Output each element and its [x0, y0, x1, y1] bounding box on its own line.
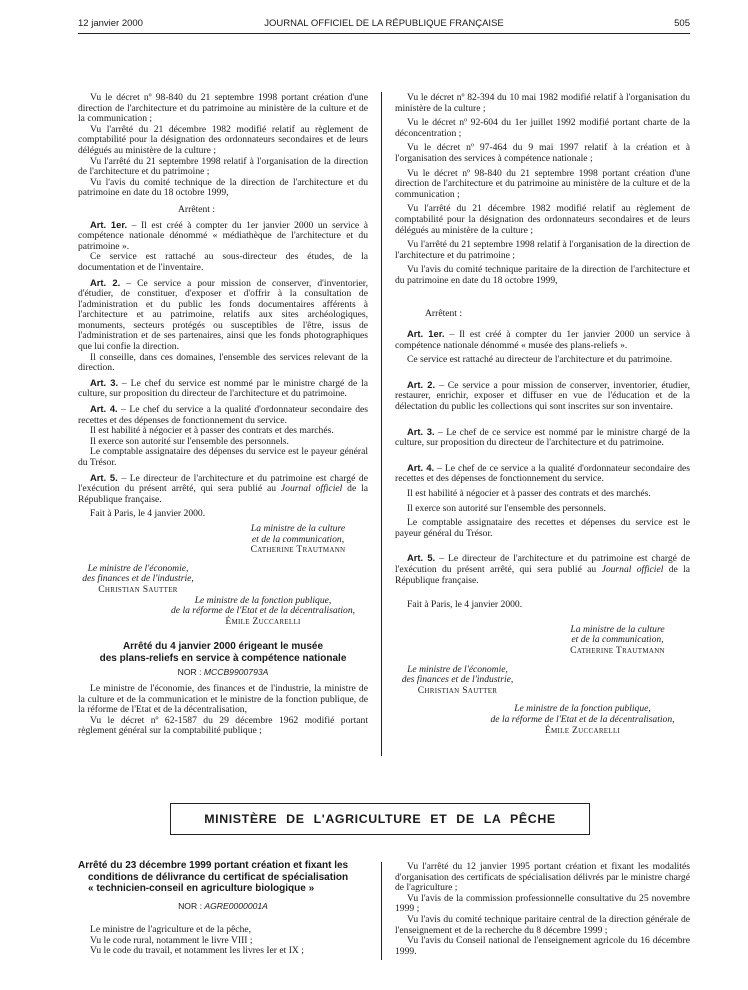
- bottom-left-column: [78, 860, 368, 957]
- article-label: Art. 5.: [407, 552, 436, 564]
- signature-fonction-publique: [475, 704, 690, 736]
- visa: Vu l'arrêté du 21 décembre 1982 modifié relatif au règlement de comptabilité pour la désignation des ordonnateurs secondaires et de leurs délégués au ministère de la culture ;: [395, 203, 690, 236]
- article-text: – Il est créé à compter du 1er janvier 2000 un service à compétence nationale dénommé « médiathèque de l'architecture et du patrimoine ».: [78, 219, 368, 252]
- article-paragraph: Il est habilité à négocier et à passer des contrats et des marchés.: [90, 425, 334, 437]
- left-column: [78, 93, 368, 737]
- article-1: [78, 220, 368, 253]
- article-3: [78, 378, 368, 400]
- article-1: [395, 329, 690, 351]
- journal-officiel-italic: Journal officiel: [601, 564, 664, 575]
- signature-name: Christian Sautter: [98, 583, 178, 595]
- article-text: – Le directeur de l'architecture et du patrimoine est chargé de l'exécution du présent arrêté, qui sera publié au: [395, 553, 690, 575]
- visa: Vu le décret nº 98-840 du 21 septembre 1998 portant création d'une direction de l'architecture et du patrimoine au ministère de la culture et de la communication ;: [78, 92, 368, 125]
- arrete-agriculture-title: [78, 860, 368, 895]
- article-paragraph: Il exerce son autorité sur l'ensemble des personnels.: [407, 502, 606, 514]
- visa: Vu le code rural, notamment le livre VIII ;: [90, 934, 253, 946]
- signature-name: Christian Sautter: [417, 684, 498, 696]
- visa: Vu le décret nº 82-394 du 10 mai 1982 modifié relatif à l'organisation du ministère de la culture ;: [395, 92, 690, 114]
- visa: Vu l'avis du comité technique paritaire de la direction de l'architecture et du patrimoine en date du 18 octobre 1999,: [395, 264, 690, 286]
- visa: Vu le décret nº 97-464 du 9 mai 1997 relatif à la création et à l'organisation des services à compétence nationale ;: [395, 142, 690, 164]
- signature-role: Le ministre de la fonction publique,: [194, 594, 332, 606]
- fait-a-paris: Fait à Paris, le 4 janvier 2000.: [407, 599, 523, 611]
- visa: Vu le code du travail, et notamment les livres Ier et IX ;: [90, 945, 304, 957]
- visa: Vu le décret nº 62-1587 du 29 décembre 1962 modifié portant règlement général sur la comptabilité publique ;: [78, 714, 368, 737]
- visa: Vu l'arrêté du 21 décembre 1982 modifié relatif au règlement de comptabilité pour la désignation des ordonnateurs secondaires et de leurs délégués au ministère de la culture ;: [78, 123, 368, 156]
- signature-name: Émile Zuccarelli: [544, 724, 621, 736]
- article-paragraph: Il exerce son autorité sur l'ensemble des personnels.: [90, 435, 289, 447]
- article-label: Art. 4.: [407, 461, 435, 473]
- header-date: 12 janvier 2000: [78, 18, 143, 29]
- article-paragraph: Le comptable assignataire des recettes et dépenses du service est le payeur général du Trésor.: [395, 517, 690, 539]
- signature-role: Le ministre de l'économie,: [407, 663, 508, 675]
- signature-role: La ministre de la culture: [570, 623, 665, 635]
- signature-role: Le ministre de la fonction publique,: [514, 703, 651, 715]
- journal-officiel-italic: Journal officiel: [280, 483, 343, 495]
- signature-role: La ministre de la culture: [250, 522, 346, 534]
- visa: Vu l'arrêté du 12 janvier 1995 portant création et fixant les modalités d'organisation des certificats de spécialisation délivrés par le ministre chargé de l'agriculture ;: [395, 861, 690, 894]
- visa: Vu l'avis du comité technique paritaire central de la direction générale de l'enseignement et de la recherche du 8 décembre 1999 ;: [395, 913, 690, 936]
- article-2: [395, 380, 690, 413]
- article-label: Art. 5.: [90, 471, 118, 483]
- signature-role: Le ministre de l'économie,: [87, 562, 189, 574]
- journal-title: JOURNAL OFFICIEL DE LA RÉPUBLIQUE FRANÇAISE: [264, 18, 504, 29]
- arrete-title-line: Arrêté du 4 janvier 2000 érigeant le musée: [122, 641, 324, 653]
- arrete-plans-reliefs-heading: [78, 641, 368, 678]
- preamble: Le ministre de l'agriculture et de la pêche,: [90, 924, 252, 936]
- arrete-title-line: des plans-reliefs en service à compétence nationale: [99, 652, 347, 664]
- article-label: Art. 3.: [90, 376, 119, 388]
- header-rule: [78, 33, 690, 34]
- article-4: [395, 463, 690, 485]
- right-column: [395, 93, 690, 736]
- article-label: Art. 3.: [407, 425, 435, 437]
- nor-code: AGRE0000001A: [204, 900, 268, 911]
- nor-reference: [78, 901, 368, 912]
- signature-economie: [78, 564, 198, 596]
- preamble: Le ministre de l'économie, des finances et de l'industrie, la ministre de la culture et de la communication et le ministre de la fonction publique, de la réforme de l'Etat et de la décentralisation,: [78, 682, 368, 716]
- article-text: – Le chef de ce service a la qualité d'ordonnateur secondaire des recettes et des dépenses de fonctionnement du service.: [395, 462, 690, 485]
- article-text: de la République française.: [78, 483, 368, 505]
- article-5: [395, 553, 690, 586]
- page-number: 505: [674, 18, 690, 29]
- nor-reference: [78, 667, 368, 678]
- article-paragraph: Il conseille, dans ces domaines, l'ensemble des services relevant de la direction.: [78, 351, 368, 374]
- article-paragraph: Ce service est rattaché au directeur de l'architecture et du patrimoine.: [407, 354, 673, 366]
- article-text: – Le chef du service est nommé par le ministre chargé de la culture, sur proposition du directeur de l'architecture et du patrimoine.: [78, 377, 368, 400]
- signature-role: de la réforme de l'Etat et de la décentralisation,: [170, 605, 356, 617]
- arrete-title-line: « technicien-conseil en agriculture biologique »: [88, 883, 315, 894]
- article-5: [78, 473, 368, 506]
- nor-label: NOR :: [178, 900, 205, 911]
- article-text: – Ce service a pour mission de conserver, d'inventorier, d'étudier, de constituer, d'exposer et d'offrir à la consultation de l'administration et du public les fonds documentaires afférents à l'architecture et au patrimoine, relatifs aux sites archéologiques, monuments, secteurs protégés ou susceptibles de l'être, issus de l'administration et de ses partenaires, ainsi que les fonds photographiques que lui confie la direction.: [78, 277, 369, 353]
- article-label: Art. 4.: [90, 403, 118, 415]
- article-label: Art. 2.: [90, 276, 121, 288]
- arretent-heading: Arrêtent :: [178, 203, 216, 215]
- signature-economie: [395, 665, 520, 697]
- article-text: – Il est créé à compter du 1er janvier 2000 un service à compétence nationale dénommé « musée des plans-reliefs ».: [395, 329, 690, 351]
- arrete-title-line: conditions de délivrance du certificat de spécialisation: [88, 871, 349, 883]
- visa: Vu l'arrêté du 21 septembre 1998 relatif à l'organisation de la direction de l'architecture et du patrimoine ;: [395, 239, 690, 261]
- article-4: [78, 404, 368, 426]
- article-label: Art. 2.: [407, 378, 436, 390]
- signature-role: et de la communication,: [251, 533, 345, 545]
- article-text: – Le chef de ce service est nommé par le ministre chargé de la culture, sur proposition du directeur de l'architecture et du patrimoine.: [395, 426, 690, 449]
- visa: Vu l'avis du comité technique de la direction de l'architecture et du patrimoine en date du 18 octobre 1999,: [78, 176, 368, 199]
- nor-code: MCCB9900793A: [203, 667, 269, 678]
- signature-role: et de la communication,: [571, 634, 664, 646]
- article-2: [78, 278, 368, 353]
- article-paragraph: Le comptable assignataire des dépenses du service est le payeur général du Trésor.: [78, 446, 368, 468]
- article-text: – Le directeur de l'architecture et du patrimoine est chargé de l'exécution du présent arrêté, qui sera publié au: [78, 472, 368, 495]
- article-3: [395, 427, 690, 449]
- ministry-heading: MINISTÈRE DE L'AGRICULTURE ET DE LA PÊCHE: [170, 803, 590, 835]
- page-header: [78, 18, 690, 32]
- arretent-heading: Arrêtent :: [425, 307, 463, 319]
- signature-name: Catherine Trautmann: [250, 544, 346, 556]
- visa: Vu le décret nº 92-604 du 1er juillet 1992 modifié portant charte de la déconcentration ;: [395, 117, 690, 139]
- visa: Vu le décret nº 98-840 du 21 septembre 1998 portant création d'une direction de l'architecture et du patrimoine au ministère de la culture et de la communication ;: [395, 167, 690, 200]
- fait-a-paris: Fait à Paris, le 4 janvier 2000.: [90, 508, 206, 520]
- signature-role: des finances et de l'industrie,: [401, 674, 514, 686]
- visa: Vu l'avis du Conseil national de l'enseignement agricole du 16 décembre 1999.: [395, 935, 690, 957]
- article-paragraph: Ce service est rattaché au sous-directeur des études, de la documentation et de l'inventaire.: [78, 251, 368, 273]
- column-divider: [381, 862, 382, 960]
- article-text: – Ce service a pour mission de conserver, inventorier, étudier, restaurer, enrichir, exposer et diffuser en vue de l'éducation et de la délectation du public les collections qui sont inscrites sur son inventaire.: [395, 379, 690, 413]
- signature-name: Émile Zuccarelli: [225, 615, 301, 627]
- article-label: Art. 1er.: [407, 328, 445, 340]
- signature-name: Catherine Trautmann: [570, 644, 665, 656]
- arrete-title-line: Arrêté du 23 décembre 1999 portant création et fixant les: [78, 860, 349, 871]
- column-divider: [381, 92, 382, 756]
- article-text: – Le chef du service a la qualité d'ordonnateur secondaire des recettes et des dépenses de fonctionnement du service.: [78, 404, 368, 426]
- signature-culture: [228, 524, 368, 556]
- signature-culture: [545, 625, 690, 657]
- signature-fonction-publique: [158, 596, 368, 628]
- signature-role: de la réforme de l'Etat et de la décentralisation,: [490, 713, 675, 725]
- signature-role: des finances et de l'industrie,: [82, 573, 194, 585]
- visa: Vu l'arrêté du 21 septembre 1998 relatif à l'organisation de la direction de l'architecture et du patrimoine ;: [78, 155, 368, 178]
- article-text: de la République française.: [395, 564, 691, 586]
- nor-label: NOR :: [177, 667, 204, 678]
- article-label: Art. 1er.: [90, 218, 128, 230]
- article-paragraph: Il est habilité à négocier et à passer des contrats et des marchés.: [407, 488, 651, 500]
- bottom-right-column: [395, 862, 690, 957]
- visa: Vu l'avis de la commission professionnelle consultative du 25 novembre 1999 ;: [395, 892, 690, 915]
